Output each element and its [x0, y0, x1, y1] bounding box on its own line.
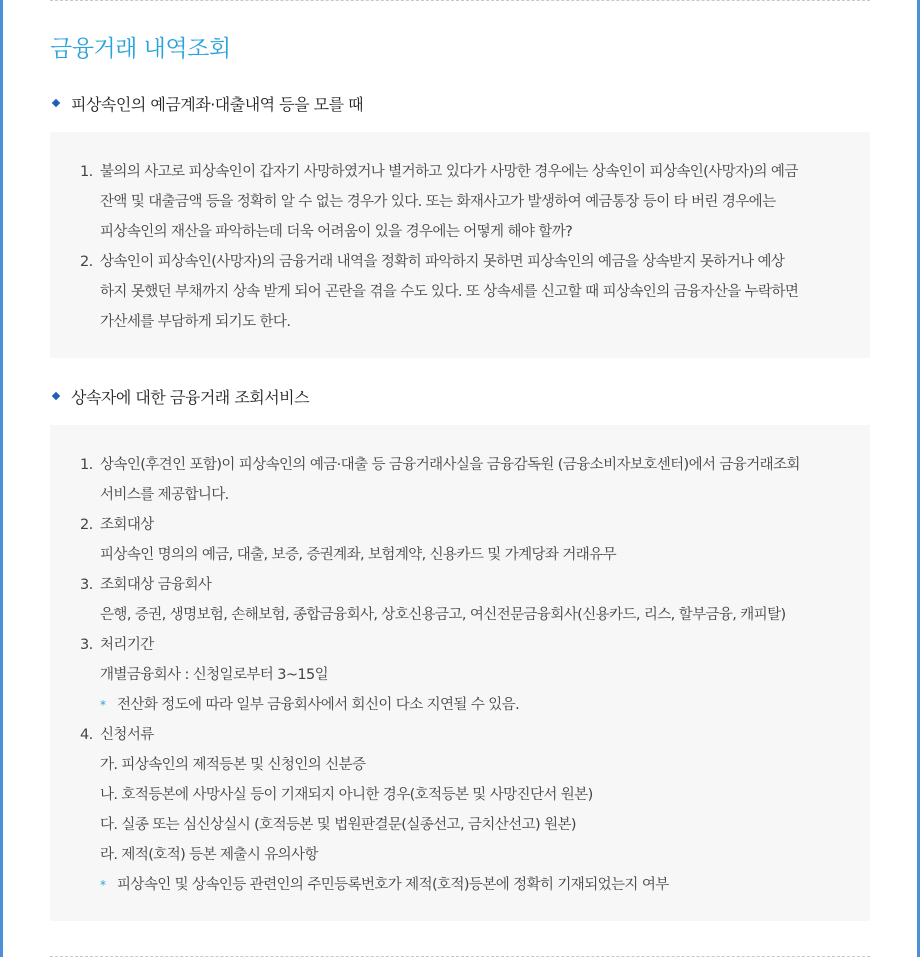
list-text: 조회대상 금융회사	[100, 577, 212, 593]
list-text: 다. 실종 또는 심신상실시 (호적등본 및 법원판결문(실종선고, 금치산선고) 원본)	[100, 817, 576, 833]
list-item-continued	[80, 750, 830, 780]
list-text: 조회대상	[100, 517, 154, 533]
list-text: 처리기간	[100, 637, 154, 653]
list-item	[80, 570, 830, 600]
list-item	[80, 247, 830, 277]
list-text: 불의의 사고로 피상속인이 갑자기 사망하였거나 별거하고 있다가 사망한 경우에는 상속인이 피상속인(사망자)의 예금	[100, 164, 798, 180]
list-text: 상속인이 피상속인(사망자)의 금융거래 내역을 정확히 파악하지 못하면 피상속인의 예금을 상속받지 못하거나 예상	[100, 254, 785, 270]
list-item-continued	[80, 540, 830, 570]
diamond-bullet-icon	[52, 392, 60, 400]
list-item	[80, 720, 830, 750]
diamond-bullet-icon	[52, 99, 60, 107]
list-item-continued	[80, 217, 830, 247]
note-text: 전산화 정도에 따라 일부 금융회사에서 회신이 다소 지연될 수 있음.	[117, 697, 520, 713]
list-number: 3.	[80, 577, 93, 593]
section-heading-text: 피상속인의 예금계좌·대출내역 등을 모를 때	[71, 94, 364, 114]
list-number: 1.	[80, 164, 93, 180]
section-heading-unknown-accounts	[50, 91, 363, 115]
note-text: 피상속인 및 상속인등 관련인의 주민등록번호가 제적(호적)등본에 정확히 기재되었는지 여부	[117, 877, 669, 893]
list-note	[80, 690, 830, 720]
list-number: 2.	[80, 517, 93, 533]
list-item	[80, 510, 830, 540]
list-text: 상속인(후견인 포함)이 피상속인의 예금·대출 등 금융거래사실을 금융감독원 (금융소비자보호센터)에서 금융거래조회	[100, 457, 800, 473]
list-item	[80, 630, 830, 660]
list-item-continued	[80, 277, 830, 307]
list-item-continued	[80, 480, 830, 510]
list-text: 신청서류	[100, 727, 154, 743]
section-heading-inquiry-service	[50, 384, 309, 408]
list-item-continued	[80, 810, 830, 840]
list-number: 3.	[80, 637, 93, 653]
asterisk-icon: *	[100, 878, 106, 892]
list-text: 라. 제적(호적) 등본 제출시 유의사항	[100, 847, 318, 863]
list-text: 하지 못했던 부채까지 상속 받게 되어 곤란을 겪을 수도 있다. 또 상속세를 신고할 때 피상속인의 금융자산을 누락하면	[100, 284, 799, 300]
list-number: 1.	[80, 457, 93, 473]
list-item	[80, 450, 830, 480]
list-text: 은행, 증권, 생명보험, 손해보험, 종합금융회사, 상호신용금고, 여신전문금융회사(신용카드, 리스, 할부금융, 캐피탈)	[100, 607, 786, 623]
list-text: 개별금융회사 : 신청일로부터 3~15일	[100, 667, 329, 683]
list-item-continued	[80, 840, 830, 870]
asterisk-icon: *	[100, 698, 106, 712]
divider-top	[50, 0, 870, 1]
list-text: 가. 피상속인의 제적등본 및 신청인의 신분증	[100, 757, 366, 773]
list-number: 2.	[80, 254, 93, 270]
list-text: 서비스를 제공합니다.	[100, 487, 229, 503]
list-item	[80, 157, 830, 187]
page-title: 금융거래 내역조회	[50, 36, 231, 62]
list-item-continued	[80, 600, 830, 630]
list-item-continued	[80, 660, 830, 690]
list-text: 피상속인 명의의 예금, 대출, 보증, 증권계좌, 보험계약, 신용카드 및 가계당좌 거래유무	[100, 547, 616, 563]
section1-content-box	[50, 132, 870, 358]
list-note	[80, 870, 830, 900]
section-heading-text: 상속자에 대한 금융거래 조회서비스	[71, 387, 310, 407]
list-text: 나. 호적등본에 사망사실 등이 기재되지 아니한 경우(호적등본 및 사망진단서 원본)	[100, 787, 593, 803]
section2-content-box	[50, 425, 870, 921]
list-item-continued	[80, 187, 830, 217]
list-text: 잔액 및 대출금액 등을 정확히 알 수 없는 경우가 있다. 또는 화재사고가 발생하여 예금통장 등이 타 버린 경우에는	[100, 194, 776, 210]
list-text: 피상속인의 재산을 파악하는데 더욱 어려움이 있을 경우에는 어떻게 해야 할까?	[100, 224, 573, 240]
list-item-continued	[80, 307, 830, 337]
list-item-continued	[80, 780, 830, 810]
list-text: 가산세를 부담하게 되기도 한다.	[100, 314, 291, 330]
list-number: 4.	[80, 727, 93, 743]
